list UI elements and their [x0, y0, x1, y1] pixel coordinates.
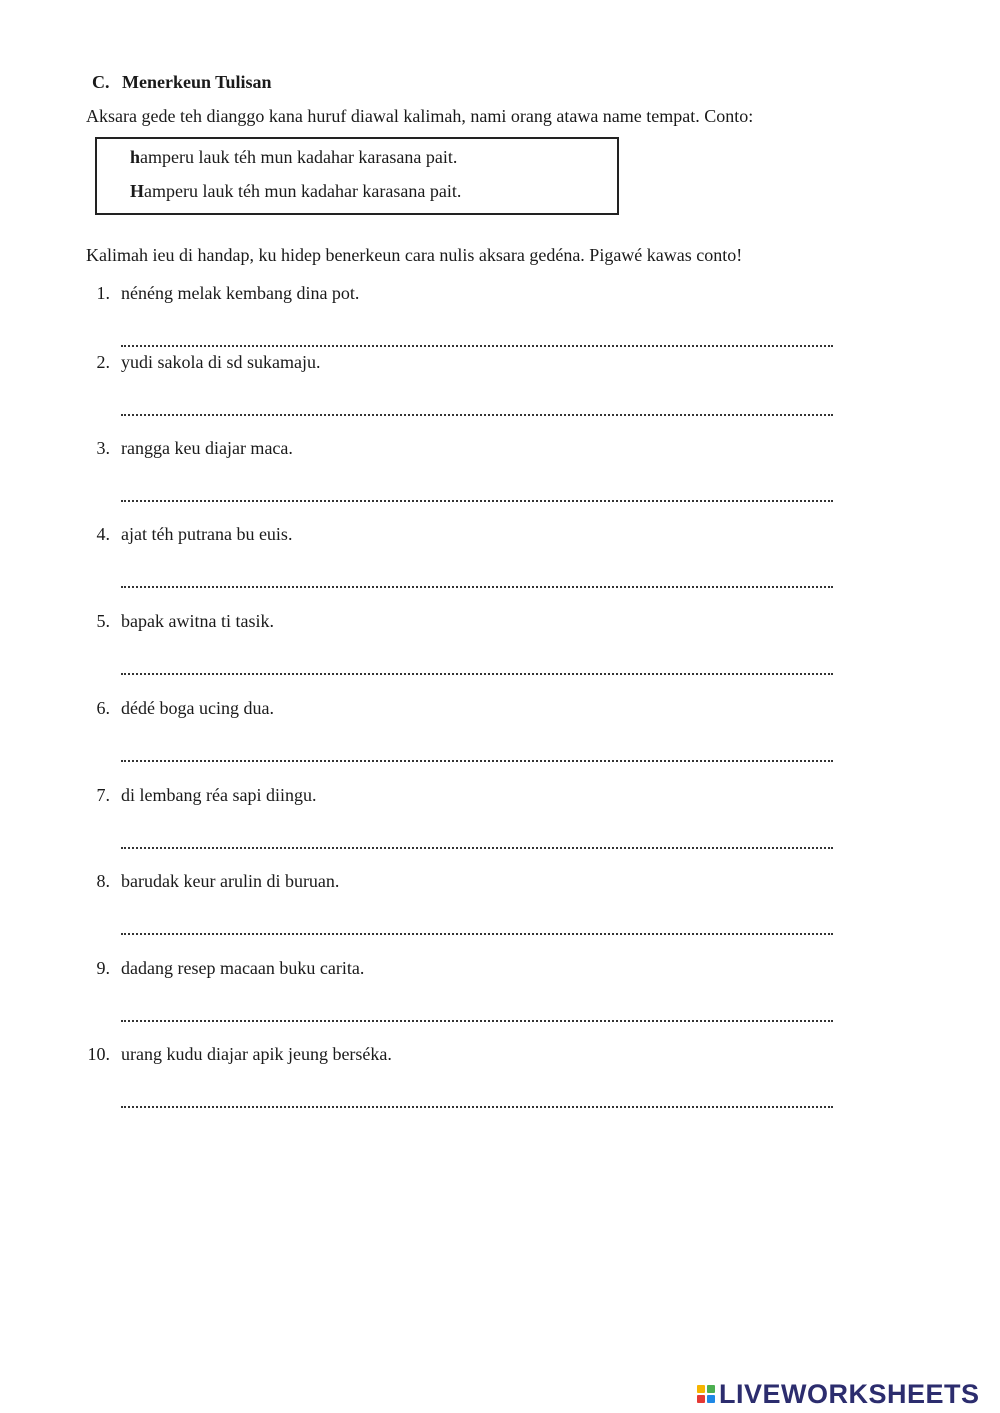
question-sentence: yudi sakola di sd sukamaju. — [121, 352, 321, 372]
example-wrong-first-letter: h — [130, 147, 141, 167]
example-correct-rest: amperu lauk téh mun kadahar karasana pait. — [144, 181, 462, 201]
answer-field-3[interactable] — [121, 478, 833, 502]
question-number: 1. — [96, 283, 110, 303]
question-item-3 — [0, 438, 1000, 498]
question-item-1 — [0, 283, 1000, 343]
question-item-10 — [0, 1044, 1000, 1104]
section-title: Menerkeun Tulisan — [122, 72, 272, 92]
question-sentence: rangga keu diajar maca. — [121, 438, 293, 458]
instruction-text: Kalimah ieu di handap, ku hidep benerkeun cara nulis aksara gedéna. Pigawé kawas conto! — [86, 245, 743, 265]
answer-field-5[interactable] — [121, 651, 833, 675]
question-number: 8. — [96, 871, 110, 891]
question-item-2 — [0, 352, 1000, 412]
answer-field-10[interactable] — [121, 1084, 833, 1108]
question-number: 7. — [96, 785, 110, 805]
example-wrong-rest: amperu lauk téh mun kadahar karasana pait. — [140, 147, 458, 167]
answer-field-1[interactable] — [121, 323, 833, 347]
example-box — [95, 137, 619, 215]
intro-text: Aksara gede teh dianggo kana huruf diawal kalimah, nami orang atawa name tempat. Conto: — [86, 106, 754, 126]
example-wrong — [130, 147, 457, 168]
question-item-5 — [0, 611, 1000, 671]
question-number: 9. — [96, 958, 110, 978]
question-item-8 — [0, 871, 1000, 931]
question-item-9 — [0, 958, 1000, 1018]
question-number: 6. — [96, 698, 110, 718]
logo-square-green — [707, 1385, 715, 1393]
question-sentence: bapak awitna ti tasik. — [121, 611, 274, 631]
question-number: 5. — [96, 611, 110, 631]
question-sentence: urang kudu diajar apik jeung berséka. — [121, 1044, 392, 1064]
question-number: 3. — [96, 438, 110, 458]
example-correct-first-letter: H — [130, 181, 145, 201]
question-item-7 — [0, 785, 1000, 845]
logo-text: LIVEWORKSHEETS — [719, 1378, 980, 1409]
question-sentence: nénéng melak kembang dina pot. — [121, 283, 360, 303]
liveworksheets-logo — [697, 1378, 980, 1410]
answer-field-8[interactable] — [121, 911, 833, 935]
question-number: 4. — [96, 524, 110, 544]
answer-field-7[interactable] — [121, 825, 833, 849]
question-sentence: dédé boga ucing dua. — [121, 698, 274, 718]
question-sentence: di lembang réa sapi diingu. — [121, 785, 317, 805]
logo-square-yellow — [697, 1385, 705, 1393]
logo-square-blue — [707, 1395, 715, 1403]
question-item-4 — [0, 524, 1000, 584]
answer-field-6[interactable] — [121, 738, 833, 762]
question-sentence: dadang resep macaan buku carita. — [121, 958, 365, 978]
logo-square-red — [697, 1395, 705, 1403]
answer-field-4[interactable] — [121, 564, 833, 588]
question-item-6 — [0, 698, 1000, 758]
answer-field-2[interactable] — [121, 392, 833, 416]
section-heading — [92, 72, 272, 93]
question-sentence: ajat téh putrana bu euis. — [121, 524, 293, 544]
answer-field-9[interactable] — [121, 998, 833, 1022]
question-number: 10. — [87, 1044, 110, 1064]
liveworksheets-logo-icon — [697, 1385, 715, 1403]
section-letter: C. — [92, 72, 110, 92]
example-correct — [130, 181, 461, 202]
question-number: 2. — [96, 352, 110, 372]
question-sentence: barudak keur arulin di buruan. — [121, 871, 340, 891]
